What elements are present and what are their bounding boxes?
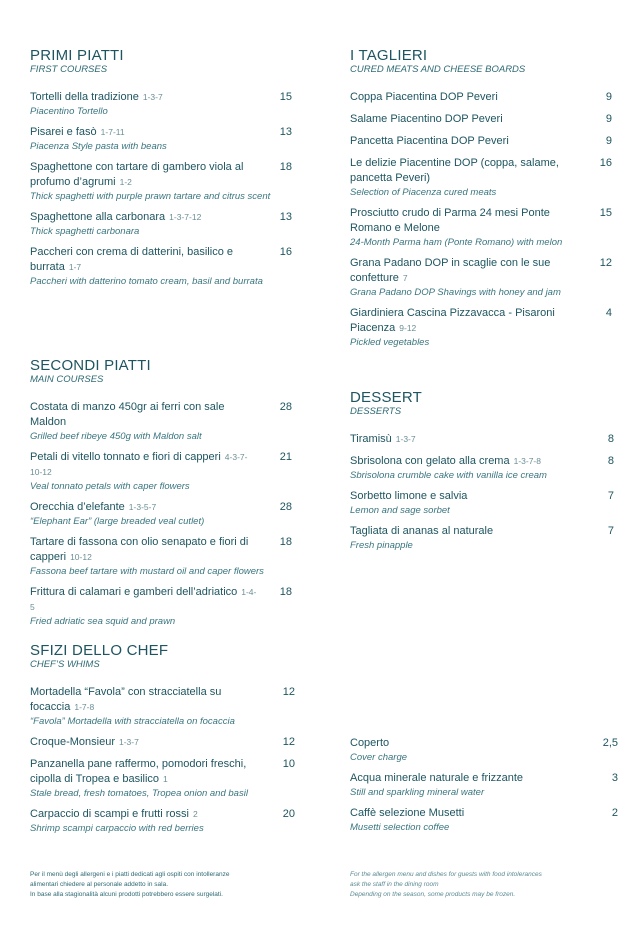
allergen-codes: 1: [163, 774, 168, 784]
allergen-codes: 1-3-7-8: [513, 456, 541, 466]
menu-item: [30, 125, 292, 153]
item-name-line: [30, 535, 292, 565]
menu-item: [350, 112, 612, 127]
item-description: Musetti selection coffee: [350, 822, 450, 833]
item-price: 9: [605, 113, 612, 125]
menu-item: [30, 160, 292, 203]
menu-item: [30, 735, 295, 750]
item-name: Pancetta Piacentina DOP Peveri: [350, 135, 509, 147]
item-name: Orecchia d’elefante: [30, 501, 125, 513]
item-price: 15: [599, 207, 612, 219]
item-name-line: [30, 400, 292, 430]
item-price: 2: [611, 807, 618, 819]
item-name: Carpaccio di scampi e frutti rossi: [30, 808, 189, 820]
item-name-line: [350, 90, 612, 105]
item-list: [350, 432, 614, 552]
menu-item: [30, 450, 292, 493]
item-price: 8: [607, 433, 614, 445]
allergen-codes: 1-4-5: [30, 587, 257, 612]
item-name: Paccheri con crema di datterini, basilico e burrata: [30, 246, 233, 273]
item-name-line: [350, 256, 612, 286]
item-description: Still and sparkling mineral water: [350, 787, 485, 798]
section-title: DESSERT: [350, 389, 422, 406]
allergen-codes: 1-7-11: [100, 127, 125, 137]
allergen-codes: 1-3-7: [118, 737, 139, 747]
item-name-line: [30, 807, 295, 822]
section-sfizi: [30, 643, 295, 842]
item-price: 18: [279, 536, 292, 548]
allergen-codes: 1-3-7-12: [169, 212, 202, 222]
allergen-note-en: [350, 870, 620, 900]
menu-item: [350, 156, 612, 199]
section-subtitle: CURED MEATS AND CHEESE BOARDS: [350, 64, 526, 75]
item-price: 10: [282, 758, 295, 770]
item-price: 28: [279, 501, 292, 513]
menu-item: [30, 685, 295, 728]
item-description: Cover charge: [350, 752, 408, 763]
section-title: SECONDI PIATTI: [30, 357, 151, 374]
item-price: 21: [279, 451, 292, 463]
item-name: Frittura di calamari e gamberi dell’adriatico: [30, 586, 238, 598]
item-description: Piacenza Style pasta with beans: [30, 141, 167, 152]
item-description: Fried adriatic sea squid and prawn: [30, 616, 176, 627]
allergen-codes: 1-3-5-7: [128, 502, 157, 512]
item-price: 18: [279, 161, 292, 173]
item-description: 24-Month Parma ham (Ponte Romano) with melon: [350, 237, 563, 248]
item-description: Thick spaghetti carbonara: [30, 226, 140, 237]
item-name-line: [30, 500, 292, 515]
item-name: Mortadella “Favola” con stracciatella su focaccia: [30, 686, 222, 713]
allergen-codes: 1-7: [68, 262, 82, 272]
item-name-line: [350, 134, 612, 149]
item-description: Veal tonnato petals with caper flowers: [30, 481, 190, 492]
menu-item: [350, 206, 612, 249]
item-description: Piacentino Tortello: [30, 106, 108, 117]
item-name: Tagliata di ananas al naturale: [350, 525, 494, 537]
menu-item: [30, 245, 292, 288]
menu-item: [30, 500, 292, 528]
item-name-line: [350, 771, 618, 786]
item-name-line: [30, 585, 292, 615]
item-price: 4: [605, 307, 612, 319]
section-subtitle: DESSERTS: [350, 406, 402, 417]
item-name: Tiramisù: [350, 433, 392, 445]
item-price: 15: [279, 91, 292, 103]
note-line: Depending on the season, some products may be frozen.: [350, 891, 516, 898]
item-name-line: [350, 489, 614, 504]
item-list: [350, 90, 612, 349]
item-name: Coppa Piacentina DOP Peveri: [350, 91, 498, 103]
item-name: Costata di manzo 450gr ai ferri con sale Maldon: [30, 401, 225, 428]
item-name-line: [30, 685, 295, 715]
item-description: Stale bread, fresh tomatoes, Tropea onion and basil: [30, 788, 248, 799]
allergen-codes: 1-2: [119, 177, 132, 187]
item-price: 12: [599, 257, 612, 269]
section-subtitle: FIRST COURSES: [30, 64, 108, 75]
item-description: Shrimp scampi carpaccio with red berries: [30, 823, 204, 834]
allergen-codes: 1-3-7: [142, 92, 163, 102]
item-name: Pisarei e fasò: [30, 126, 97, 138]
note-line: In base alla stagionalità alcuni prodotti potrebbero essere surgelati.: [30, 891, 223, 898]
note-line: alimentari chiedere al personale addetto in sala.: [30, 881, 169, 888]
item-description: Thick spaghetti with purple prawn tartare and citrus scent: [30, 191, 271, 202]
allergen-note-it: [30, 870, 300, 900]
item-name-line: [350, 736, 618, 751]
item-price: 28: [279, 401, 292, 413]
item-price: 12: [282, 736, 295, 748]
allergen-codes: 10-12: [70, 552, 92, 562]
allergen-codes: 1-7-8: [74, 702, 95, 712]
item-description: “Favola” Mortadella with stracciatella on focaccia: [30, 716, 235, 727]
item-price: 8: [607, 455, 614, 467]
item-price: 9: [605, 135, 612, 147]
item-price: 13: [279, 126, 292, 138]
menu-item: [30, 585, 292, 628]
menu-item: [350, 489, 614, 517]
item-name: Panzanella pane raffermo, pomodori freschi, cipolla di Tropea e basilico: [30, 758, 247, 785]
section-secondi: [30, 358, 292, 635]
item-name-line: [30, 450, 292, 480]
section-title: PRIMI PIATTI: [30, 47, 124, 64]
menu-item: [350, 134, 612, 149]
item-name: Acqua minerale naturale e frizzante: [350, 772, 524, 784]
item-name-line: [350, 806, 618, 821]
allergen-codes: 2: [192, 809, 198, 819]
item-name-line: [30, 757, 295, 787]
menu-item: [350, 806, 618, 834]
menu-item: [350, 736, 618, 764]
item-name: Petali di vitello tonnato e fiori di capperi: [30, 451, 221, 463]
item-description: Fassona beef tartare with mustard oil and caper flowers: [30, 566, 264, 577]
item-price: 3: [611, 772, 618, 784]
item-price: 20: [282, 808, 295, 820]
item-name-line: [30, 160, 292, 190]
allergen-codes: 4-3-7-10-12: [30, 452, 248, 477]
item-list: [30, 400, 292, 628]
section-primi: [30, 48, 292, 295]
item-name: Caffè selezione Musetti: [350, 807, 465, 819]
note-line: ask the staff in the dining room: [350, 881, 439, 888]
menu-item: [30, 90, 292, 118]
item-name-line: [350, 306, 612, 336]
item-name-line: [350, 454, 614, 469]
note-line: For the allergen menu and dishes for guests with food intolerances: [350, 871, 542, 878]
allergen-codes: 1-3-7: [395, 434, 416, 444]
item-price: 7: [607, 525, 614, 537]
menu-item: [30, 210, 292, 238]
item-name: Tartare di fassona con olio senapato e fiori di capperi: [30, 536, 249, 563]
item-list: [350, 736, 618, 834]
item-description: Grana Padano DOP Shavings with honey and jam: [350, 287, 561, 298]
item-name: Le delizie Piacentine DOP (coppa, salame, pancetta Peveri): [350, 157, 559, 184]
item-name: Prosciutto crudo di Parma 24 mesi Ponte Romano e Melone: [350, 207, 550, 234]
item-name-line: [30, 735, 295, 750]
item-description: Paccheri with datterino tomato cream, basil and burrata: [30, 276, 263, 287]
item-description: Sbrisolona crumble cake with vanilla ice cream: [350, 470, 547, 481]
item-name-line: [30, 90, 292, 105]
item-name-line: [350, 112, 612, 127]
menu-item: [350, 524, 614, 552]
item-description: Fresh pinapple: [350, 540, 413, 551]
item-price: 9: [605, 91, 612, 103]
menu-item: [350, 771, 618, 799]
item-list: [30, 90, 292, 288]
item-price: 16: [279, 246, 292, 258]
item-name: Sorbetto limone e salvia: [350, 490, 468, 502]
item-price: 2,5: [602, 737, 618, 749]
menu-item: [30, 757, 295, 800]
item-name-line: [30, 210, 292, 225]
item-name: Sbrisolona con gelato alla crema: [350, 455, 510, 467]
section-subtitle: MAIN COURSES: [30, 374, 104, 385]
item-price: 12: [282, 686, 295, 698]
menu-item: [350, 454, 614, 482]
section-title: I TAGLIERI: [350, 47, 428, 64]
menu-item: [350, 256, 612, 299]
item-name: Coperto: [350, 737, 390, 749]
item-name: Salame Piacentino DOP Peveri: [350, 113, 503, 125]
menu-item: [30, 535, 292, 578]
item-price: 18: [279, 586, 292, 598]
item-price: 7: [607, 490, 614, 502]
item-name-line: [350, 206, 612, 236]
menu-item: [350, 90, 612, 105]
item-name-line: [30, 125, 292, 140]
menu-item: [30, 400, 292, 443]
item-name: Tortelli della tradizione: [30, 91, 139, 103]
menu-item: [350, 432, 614, 447]
section-dessert: [350, 390, 614, 559]
menu-item: [30, 807, 295, 835]
item-name: Spaghettone con tartare di gambero viola al profumo d’agrumi: [30, 161, 244, 188]
item-price: 16: [599, 157, 612, 169]
item-description: “Elephant Ear” (large breaded veal cutlet): [30, 516, 205, 527]
section-subtitle: CHEF’S WHIMS: [30, 659, 100, 670]
section-extra: [350, 736, 618, 841]
note-line: Per il menù degli allergeni e i piatti dedicati agli ospiti con intolleranze: [30, 871, 230, 878]
item-name: Giardiniera Cascina Pizzavacca - Pisaroni Piacenza: [350, 307, 555, 334]
item-description: Lemon and sage sorbet: [350, 505, 450, 516]
item-description: Pickled vegetables: [350, 337, 430, 348]
item-description: Selection of Piacenza cured meats: [350, 187, 497, 198]
item-name-line: [350, 432, 614, 447]
item-name-line: [30, 245, 292, 275]
item-name: Grana Padano DOP in scaglie con le sue confetture: [350, 257, 551, 284]
item-description: Grilled beef ribeye 450g with Maldon salt: [30, 431, 202, 442]
allergen-codes: 7: [402, 273, 408, 283]
item-name-line: [350, 156, 612, 186]
item-name: Spaghettone alla carbonara: [30, 211, 166, 223]
menu-item: [350, 306, 612, 349]
allergen-codes: 9-12: [399, 323, 417, 333]
item-name-line: [350, 524, 614, 539]
section-title: SFIZI DELLO CHEF: [30, 642, 169, 659]
item-list: [30, 685, 295, 835]
item-price: 13: [279, 211, 292, 223]
item-name: Croque-Monsieur: [30, 736, 115, 748]
section-taglieri: [350, 48, 612, 356]
